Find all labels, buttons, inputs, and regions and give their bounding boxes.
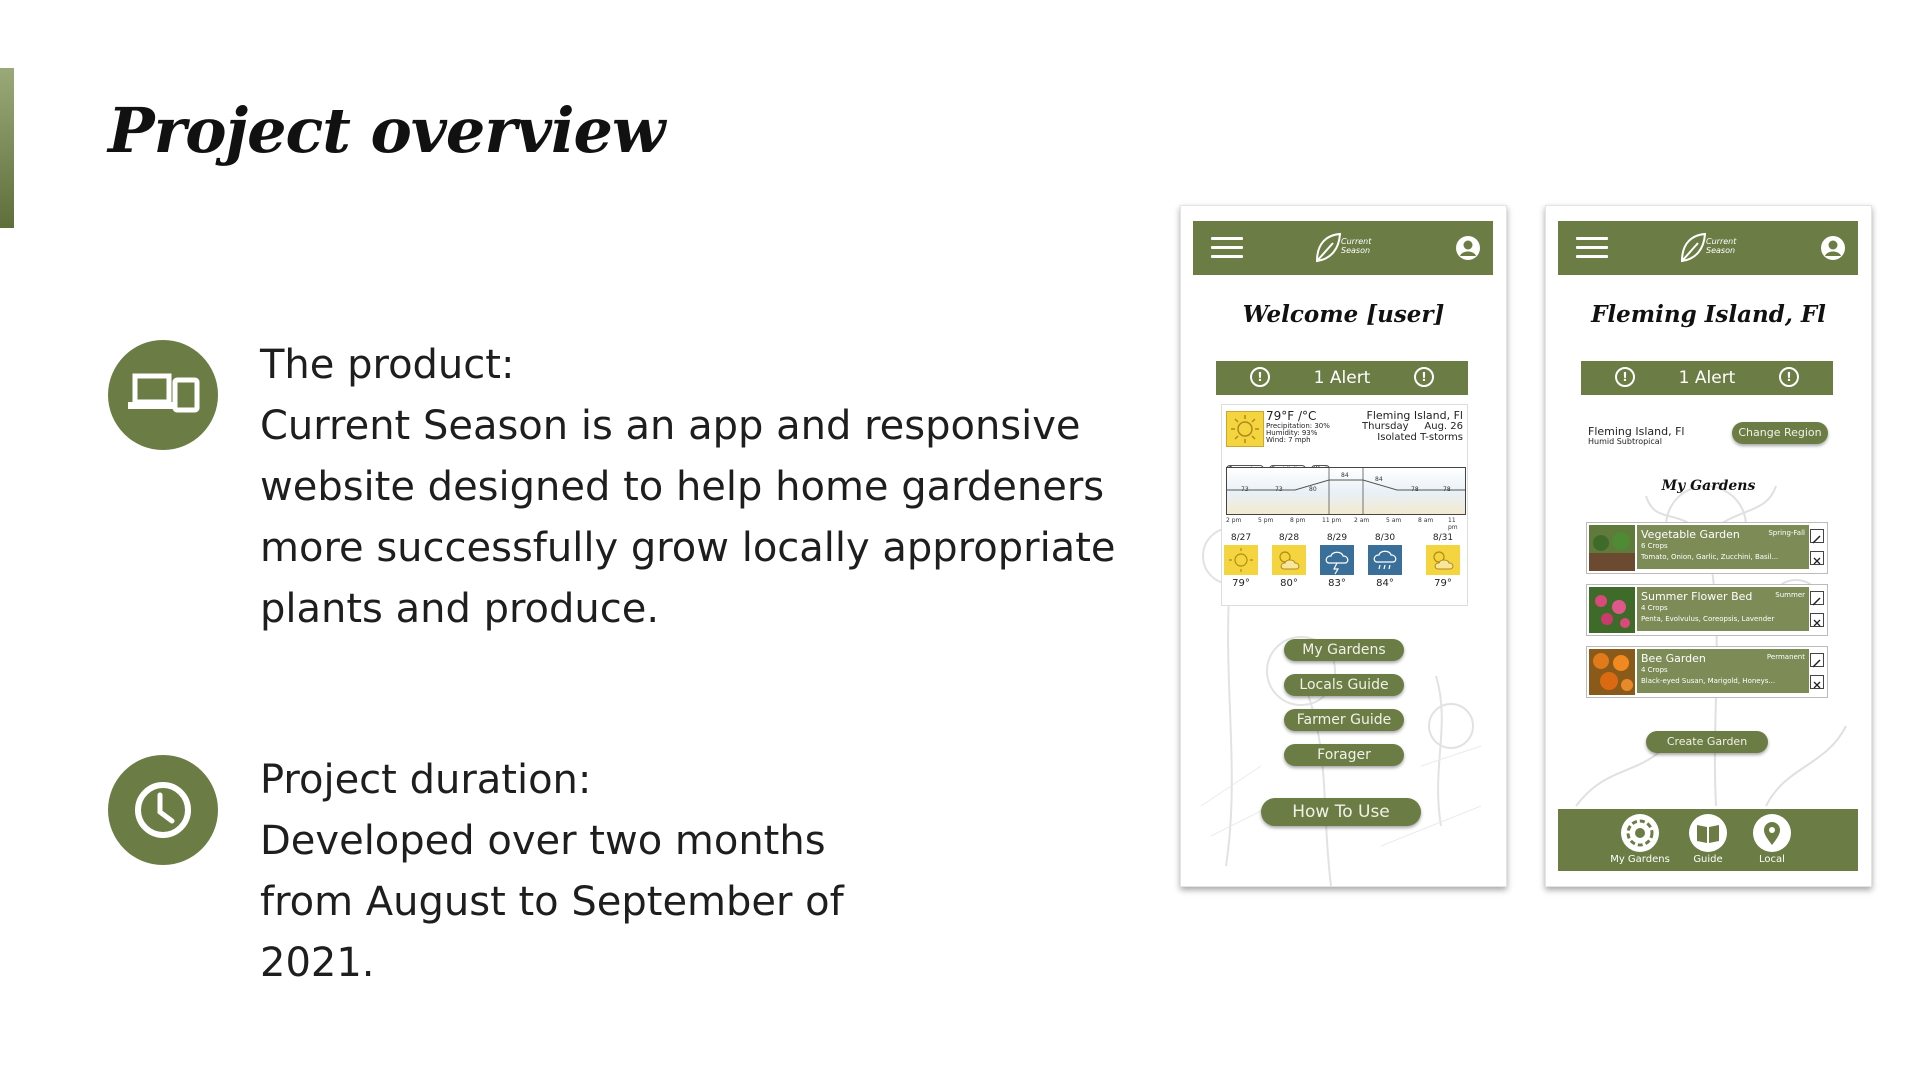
- app-logo: [1313, 231, 1383, 265]
- garden-card[interactable]: [1586, 522, 1828, 574]
- delete-icon[interactable]: [1810, 613, 1824, 627]
- forecast-day: [1224, 533, 1258, 589]
- chart-time: 5 am: [1386, 517, 1402, 524]
- top-app-bar: [1193, 221, 1493, 275]
- edit-icon[interactable]: [1810, 591, 1824, 605]
- phone-gardens-screen: [1545, 205, 1872, 887]
- user-profile-icon[interactable]: [1455, 235, 1481, 261]
- sun-icon: [1226, 411, 1264, 447]
- nav-local[interactable]: [1742, 814, 1802, 865]
- forecast-temp: 79°: [1434, 578, 1452, 589]
- weather-location: Fleming Island, Fl: [1366, 409, 1463, 422]
- chart-time: 5 pm: [1258, 517, 1274, 524]
- forecast-day: [1368, 533, 1402, 589]
- current-temp: 79°F /°C: [1266, 409, 1317, 423]
- product-block: [260, 335, 1140, 640]
- accent-bar: [0, 68, 14, 228]
- product-text: Current Season is an app and responsive website designed to help home gardeners more successfully grow locally appropriate plants and produce.: [260, 403, 1116, 632]
- forecast-day: [1426, 533, 1460, 589]
- chart-value: 73: [1241, 486, 1249, 493]
- nav-guide[interactable]: [1678, 814, 1738, 865]
- chart-value: 80: [1309, 486, 1317, 493]
- product-heading: The product:: [260, 342, 515, 388]
- forecast-date: 8/27: [1230, 533, 1252, 543]
- garden-crop-count: 4 Crops: [1641, 604, 1668, 612]
- partly-cloudy-icon: [1272, 545, 1306, 575]
- garden-crop-count: 6 Crops: [1641, 542, 1668, 550]
- phone-home-screen: [1180, 205, 1507, 887]
- alert-icon: !: [1779, 367, 1799, 387]
- bottom-navigation: [1558, 809, 1858, 871]
- garden-card[interactable]: [1586, 646, 1828, 698]
- book-icon: [1689, 814, 1727, 852]
- devices-icon: [108, 340, 218, 450]
- delete-icon[interactable]: [1810, 551, 1824, 565]
- clock-icon: [108, 755, 218, 865]
- forecast-date: 8/28: [1278, 533, 1300, 543]
- weather-day: Thursday: [1362, 421, 1409, 432]
- flower-bed-photo: [1589, 587, 1635, 633]
- logo-text: Current Season: [1341, 237, 1372, 255]
- forager-button[interactable]: Forager: [1284, 744, 1404, 766]
- thunderstorm-icon: [1320, 545, 1354, 575]
- leaf-logo-icon: [1678, 231, 1708, 265]
- forecast-temp: 80°: [1280, 578, 1298, 589]
- forecast-day: [1272, 533, 1306, 589]
- nav-label: My Gardens: [1610, 854, 1670, 865]
- alert-text: 1 Alert: [1678, 368, 1736, 388]
- forecast-date: 8/29: [1326, 533, 1348, 543]
- leaf-logo-icon: [1313, 231, 1343, 265]
- chart-time: 8 am: [1418, 517, 1434, 524]
- bee-garden-photo: [1589, 649, 1635, 695]
- partly-cloudy-icon: [1426, 545, 1460, 575]
- weather-condition: Isolated T-storms: [1377, 432, 1463, 443]
- top-app-bar: [1558, 221, 1858, 275]
- chart-time: 2 pm: [1226, 517, 1242, 524]
- change-region-button[interactable]: Change Region: [1732, 422, 1828, 444]
- garden-plants: Penta, Evolvulus, Coreopsis, Lavender: [1641, 615, 1775, 623]
- garden-name: Vegetable Garden: [1641, 528, 1740, 541]
- garden-season: Summer: [1775, 591, 1805, 599]
- forecast-date: 8/31: [1432, 533, 1454, 543]
- garden-season: Spring-Fall: [1768, 529, 1805, 537]
- precipitation: Precipitation: 30%: [1266, 422, 1330, 430]
- alert-icon: !: [1414, 367, 1434, 387]
- location-heading: Fleming Island, Fl: [1591, 301, 1826, 328]
- slide-title: Project overview: [108, 94, 665, 167]
- wind: Wind: 7 mph: [1266, 436, 1311, 444]
- nav-label: Local: [1759, 854, 1785, 865]
- garden-crop-count: 4 Crops: [1641, 666, 1668, 674]
- weather-date: Aug. 26: [1424, 421, 1463, 432]
- my-gardens-heading: My Gardens: [1661, 478, 1756, 494]
- garden-info: [1637, 649, 1809, 693]
- nav-my-gardens[interactable]: [1610, 814, 1670, 865]
- garden-info: [1637, 587, 1809, 631]
- farmer-guide-button[interactable]: Farmer Guide: [1284, 709, 1404, 731]
- how-to-use-button[interactable]: How To Use: [1261, 798, 1421, 826]
- delete-icon[interactable]: [1810, 675, 1824, 689]
- chart-value: 84: [1341, 472, 1349, 479]
- garden-plants: Black-eyed Susan, Marigold, Honeys...: [1641, 677, 1776, 685]
- duration-heading: Project duration:: [260, 757, 592, 803]
- forecast-temp: 83°: [1328, 578, 1346, 589]
- welcome-heading: Welcome [user]: [1242, 301, 1445, 328]
- duration-text: Developed over two months from August to September of 2021.: [260, 818, 844, 986]
- chart-value: 73: [1275, 486, 1283, 493]
- flower-icon: [1621, 814, 1659, 852]
- forecast-temp: 84°: [1376, 578, 1394, 589]
- alert-banner[interactable]: [1581, 361, 1833, 395]
- duration-block: [260, 750, 900, 994]
- chart-time: 11 pm: [1448, 517, 1458, 531]
- logo-text: Current Season: [1706, 237, 1737, 255]
- edit-icon[interactable]: [1810, 653, 1824, 667]
- user-profile-icon[interactable]: [1820, 235, 1846, 261]
- alert-icon: !: [1250, 367, 1270, 387]
- hamburger-menu-icon[interactable]: [1576, 237, 1608, 259]
- hourly-temp-chart: [1226, 467, 1466, 515]
- humidity: Humidity: 93%: [1266, 429, 1318, 437]
- alert-banner[interactable]: [1216, 361, 1468, 395]
- region-climate: Humid Subtropical: [1588, 437, 1662, 446]
- garden-card[interactable]: [1586, 584, 1828, 636]
- location-pin-icon: [1753, 814, 1791, 852]
- rain-icon: [1368, 545, 1402, 575]
- forecast-day: [1320, 533, 1354, 589]
- chart-time: 2 am: [1354, 517, 1370, 524]
- chart-time: 11 pm: [1322, 517, 1342, 524]
- sun-icon: [1224, 545, 1258, 575]
- chart-time: 8 pm: [1290, 517, 1306, 524]
- chart-value: 78: [1443, 486, 1451, 493]
- garden-name: Summer Flower Bed: [1641, 590, 1753, 603]
- app-logo: [1678, 231, 1748, 265]
- hamburger-menu-icon[interactable]: [1211, 237, 1243, 259]
- garden-name: Bee Garden: [1641, 652, 1706, 665]
- chart-value: 84: [1375, 476, 1383, 483]
- weather-card: [1221, 404, 1468, 606]
- edit-icon[interactable]: [1810, 529, 1824, 543]
- create-garden-button[interactable]: Create Garden: [1646, 731, 1768, 753]
- region-name: Fleming Island, Fl: [1588, 425, 1685, 438]
- alert-icon: !: [1615, 367, 1635, 387]
- vegetable-garden-photo: [1589, 525, 1635, 571]
- locals-guide-button[interactable]: Locals Guide: [1284, 674, 1404, 696]
- forecast-date: 8/30: [1374, 533, 1396, 543]
- alert-text: 1 Alert: [1313, 368, 1371, 388]
- forecast-temp: 79°: [1232, 578, 1250, 589]
- garden-season: Permanent: [1766, 653, 1805, 661]
- chart-value: 78: [1411, 486, 1419, 493]
- nav-label: Guide: [1693, 854, 1723, 865]
- garden-info: [1637, 525, 1809, 569]
- garden-plants: Tomato, Onion, Garlic, Zucchini, Basil...: [1641, 553, 1779, 561]
- my-gardens-button[interactable]: My Gardens: [1284, 639, 1404, 661]
